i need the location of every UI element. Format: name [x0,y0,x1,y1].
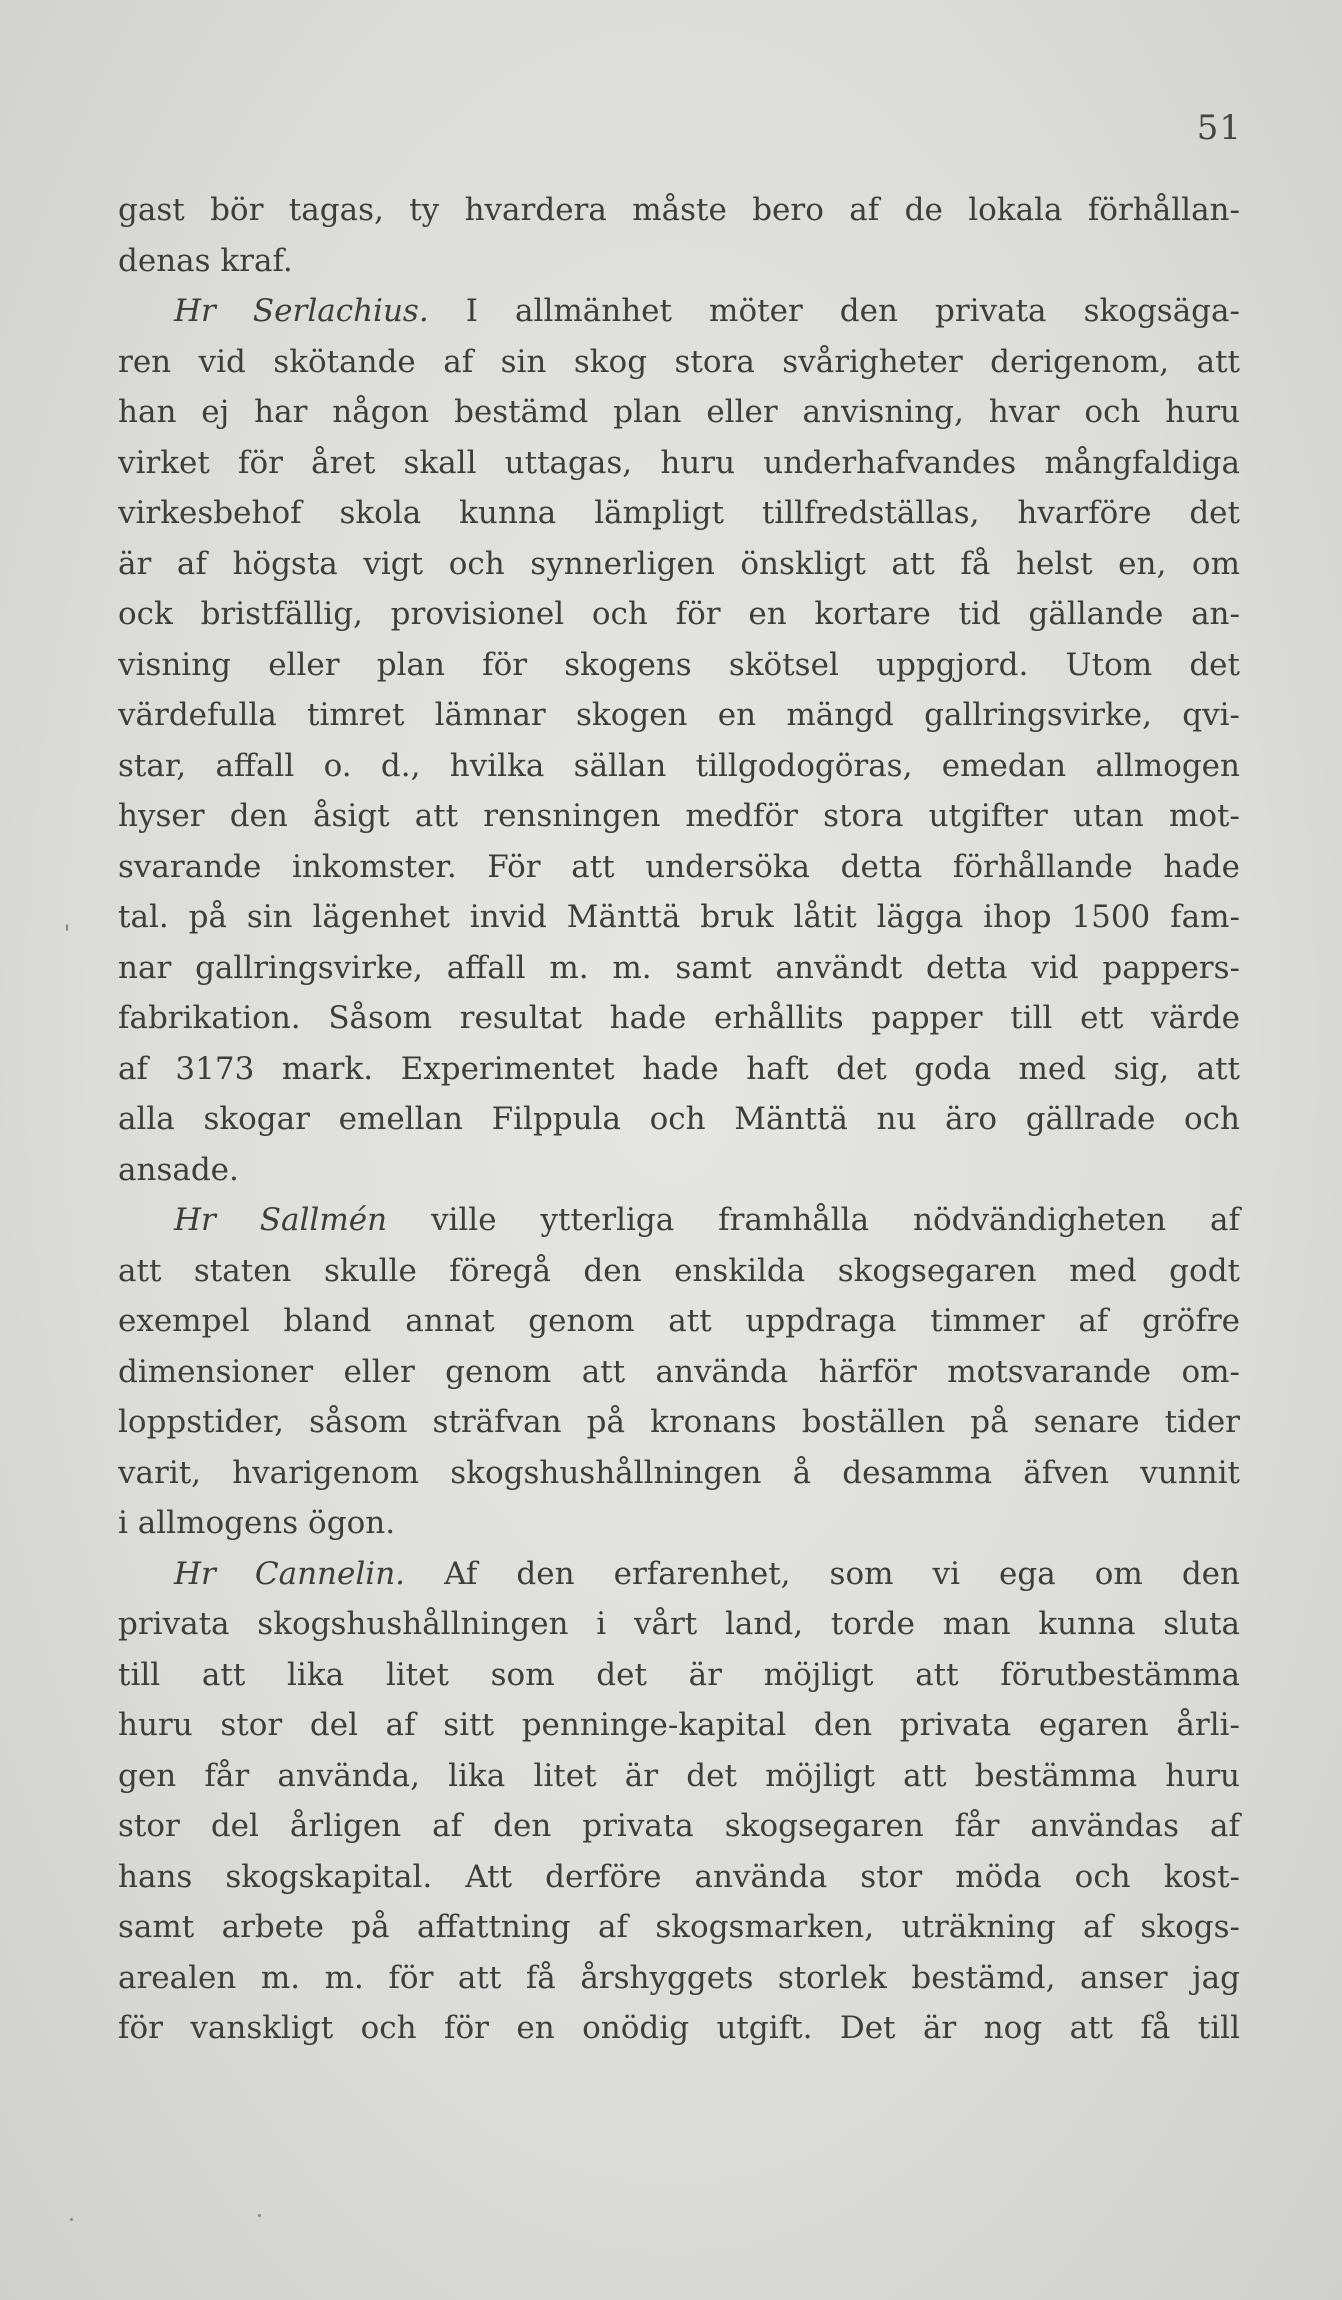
speaker-name: Hr Sallmén [174,1202,388,1238]
text-line [118,589,1240,640]
line-text: samt arbete på affattning af skogsmarken, uträkning af skogs- [118,1909,1240,1945]
text-line [118,640,1240,691]
paper-speck [258,2214,261,2217]
paper-speck [70,2218,73,2221]
text-line [118,993,1240,1044]
line-text: han ej har någon bestämd plan eller anvisning, hvar och huru [118,394,1240,430]
text-line [118,741,1240,792]
speaker-name: Hr Serlachius. [174,293,429,329]
text-line [118,1296,1240,1347]
line-text: svarande inkomster. För att undersöka detta förhållande hade [118,848,1240,885]
line-text: värdefulla timret lämnar skogen en mängd gallringsvirke, qvi- [118,697,1240,733]
line-text: af 3173 mark. Experimentet hade haft det goda med sig, att [118,1050,1240,1087]
text-line [118,842,1240,893]
speaker-name: Hr Cannelin. [174,1555,406,1592]
line-text: ren vid skötande af sin skog stora svårigheter derigenom, att [118,343,1240,380]
text-line [118,1448,1240,1499]
text-line [118,1347,1240,1398]
line-text: i allmogens ögon. [118,1505,396,1541]
line-text: Af den erfarenhet, som vi ega om den [405,1555,1240,1592]
text-line [118,1801,1240,1852]
margin-mark: ' [64,922,71,947]
text-line [118,1044,1240,1095]
line-text: fabrikation. Såsom resultat hade erhållits papper till ett värde [118,1000,1240,1036]
line-text: är af högsta vigt och synnerligen önskligt att få helst en, om [118,545,1240,582]
line-text: hans skogskapital. Att derföre använda stor möda och kost- [118,1858,1240,1895]
text-line [118,185,1240,236]
line-text: för vanskligt och för en onödig utgift. Det är nog att få till [118,2010,1240,2046]
text-line [118,791,1240,842]
text-line [118,1246,1240,1297]
line-text: virket för året skall uttagas, huru underhafvandes mångfaldiga [118,444,1240,481]
line-text: virkesbehof skola kunna lämpligt tillfredställas, hvarföre det [118,495,1240,531]
text-line [118,1650,1240,1701]
line-text: ville ytterliga framhålla nödvändigheten af [387,1202,1240,1238]
line-text: till att lika litet som det är möjligt att förutbestämma [118,1656,1240,1693]
line-text: arealen m. m. för att få årshyggets storlek bestämd, anser jag [118,1959,1240,1996]
speaker-paragraph-start [118,1195,1240,1246]
line-text: huru stor del af sitt penninge-kapital den privata egaren årli- [118,1707,1240,1743]
line-text: gast bör tagas, ty hvardera måste bero af de lokala förhållan- [118,192,1240,228]
text-line [118,690,1240,741]
text-line [118,488,1240,539]
line-text: privata skogshushållningen i vårt land, torde man kunna sluta [118,1606,1240,1642]
line-text: loppstider, såsom sträfvan på kronans boställen på senare tider [118,1404,1240,1440]
body-text [118,185,1240,2054]
text-line [118,1094,1240,1145]
line-text: ock bristfällig, provisionel och för en kortare tid gällande an- [118,596,1240,632]
text-line [118,1953,1240,2004]
text-line [118,1145,1240,1196]
line-text: alla skogar emellan Filppula och Mänttä nu äro gällrade och [118,1101,1240,1137]
line-text: varit, hvarigenom skogshushållningen å desamma äfven vunnit [118,1454,1240,1491]
text-line [118,1902,1240,1953]
line-text: star, affall o. d., hvilka sällan tillgodogöras, emedan allmogen [118,747,1240,784]
text-line [118,236,1240,287]
text-line [118,387,1240,438]
text-line [118,337,1240,388]
line-text: ansade. [118,1151,239,1188]
text-line [118,943,1240,994]
line-text: denas kraf. [118,242,293,279]
line-text: gen får använda, lika litet är det möjligt att bestämma huru [118,1757,1240,1794]
page-number: 51 [1196,108,1242,148]
line-text: stor del årligen af den privata skogsegaren får användas af [118,1808,1240,1844]
line-text: att staten skulle föregå den enskilda skogsegaren med godt [118,1252,1240,1289]
text-line [118,1599,1240,1650]
line-text: hyser den åsigt att rensningen medför stora utgifter utan mot- [118,798,1240,834]
text-line [118,1397,1240,1448]
line-text: nar gallringsvirke, affall m. m. samt användt detta vid pappers- [118,949,1240,986]
line-text: dimensioner eller genom att använda härför motsvarande om- [118,1353,1240,1390]
text-line [118,1700,1240,1751]
line-text: tal. på sin lägenhet invid Mänttä bruk låtit lägga ihop 1500 fam- [118,899,1240,935]
text-line [118,438,1240,489]
text-line [118,892,1240,943]
speaker-paragraph-start [118,1549,1240,1600]
text-line [118,1751,1240,1802]
text-line [118,2003,1240,2054]
text-line [118,539,1240,590]
line-text: exempel bland annat genom att uppdraga timmer af gröfre [118,1303,1240,1339]
text-line [118,1852,1240,1903]
line-text: visning eller plan för skogens skötsel uppgjord. Utom det [118,646,1240,683]
line-text: I allmänhet möter den privata skogsäga- [428,293,1240,329]
text-line [118,1498,1240,1549]
speaker-paragraph-start [118,286,1240,337]
